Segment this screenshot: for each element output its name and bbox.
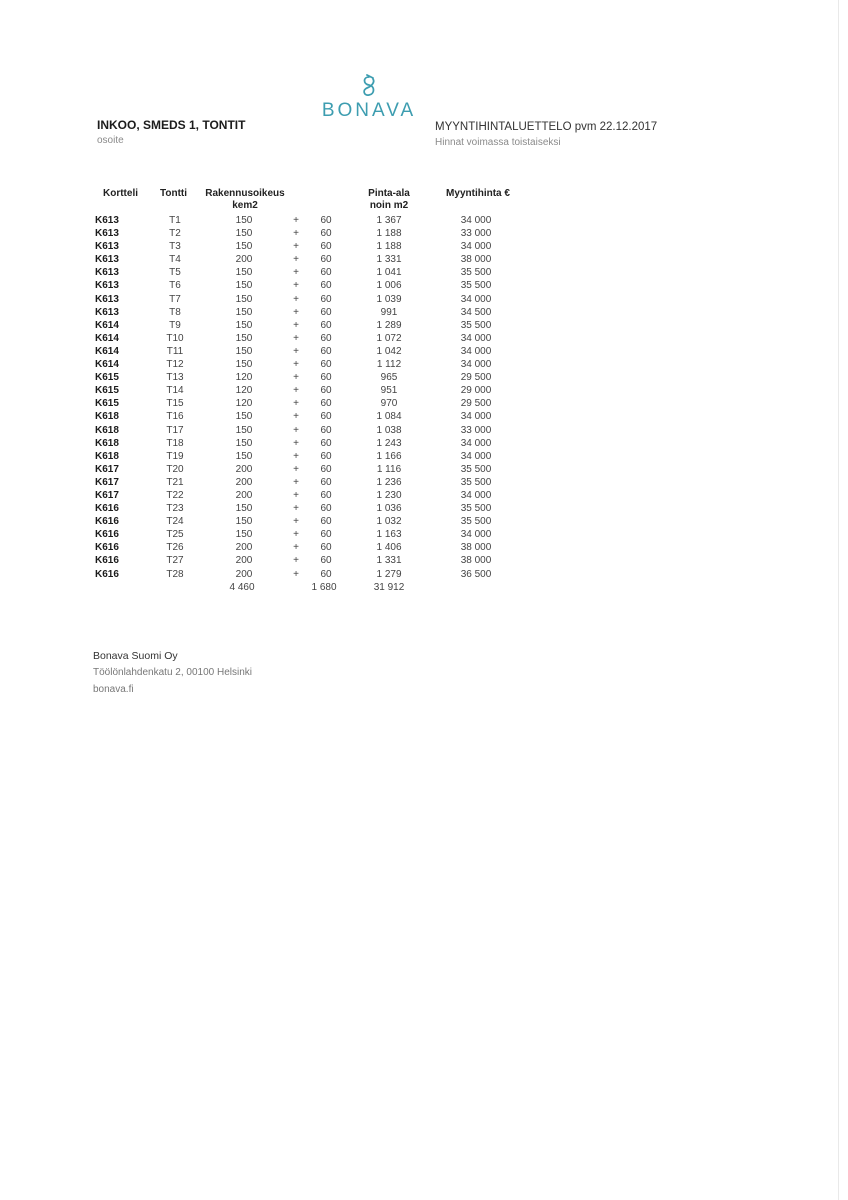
cell-kortteli: K616 (95, 503, 119, 515)
cell-kortteli: K613 (95, 280, 119, 292)
cell-kortteli: K616 (95, 516, 119, 528)
footer-company: Bonava Suomi Oy (93, 650, 178, 662)
cell-rakennusoikeus: 150 (235, 437, 253, 449)
cell-myyntihinta: 33 000 (460, 424, 492, 436)
header-rakennusoikeus (201, 188, 289, 212)
cell-extra: 60 (320, 306, 332, 318)
cell-myyntihinta: 34 000 (460, 241, 492, 253)
cell-pinta-ala: 991 (380, 306, 398, 318)
cell-tontti: T20 (166, 463, 184, 475)
cell-rakennusoikeus: 200 (235, 476, 253, 488)
cell-tontti: T25 (166, 529, 184, 541)
cell-rakennusoikeus: 150 (235, 215, 253, 226)
cell-plus: + (293, 437, 299, 449)
cell-plus: + (293, 555, 299, 567)
cell-kortteli: K614 (95, 359, 119, 371)
table-row (0, 489, 848, 502)
cell-pinta-ala: 1 084 (376, 411, 402, 423)
table-row (0, 384, 848, 397)
address-placeholder: osoite (97, 135, 124, 146)
table-row (0, 463, 848, 476)
cell-rakennusoikeus: 150 (235, 306, 253, 318)
table-row (0, 227, 848, 240)
table-row (0, 410, 848, 423)
cell-myyntihinta: 34 000 (460, 345, 492, 357)
cell-rakennusoikeus: 120 (235, 385, 253, 397)
cell-tontti: T22 (166, 489, 184, 501)
cell-tontti: T5 (169, 267, 181, 279)
cell-plus: + (293, 450, 299, 462)
cell-tontti: T4 (169, 254, 181, 266)
cell-kortteli: K613 (95, 306, 119, 318)
cell-plus: + (293, 424, 299, 436)
cell-tontti: T12 (166, 359, 184, 371)
cell-plus: + (293, 359, 299, 371)
cell-plus: + (293, 345, 299, 357)
table-row (0, 476, 848, 489)
header-pinta-ala-unit: noin m2 (369, 200, 409, 211)
cell-tontti: T21 (166, 476, 184, 488)
cell-tontti: T26 (166, 542, 184, 554)
cell-rakennusoikeus: 150 (235, 293, 253, 305)
cell-myyntihinta: 35 500 (460, 319, 492, 331)
cell-myyntihinta: 34 000 (460, 489, 492, 501)
cell-rakennusoikeus: 200 (235, 542, 253, 554)
cell-tontti: T28 (166, 568, 184, 580)
cell-extra: 60 (320, 476, 332, 488)
cell-myyntihinta: 35 500 (460, 267, 492, 279)
cell-pinta-ala: 1 289 (376, 319, 402, 331)
cell-kortteli: K618 (95, 437, 119, 449)
cell-pinta-ala: 1 041 (376, 267, 402, 279)
cell-tontti: T19 (166, 450, 184, 462)
header-rakennusoikeus-unit: kem2 (232, 200, 258, 211)
cell-extra: 60 (320, 385, 332, 397)
cell-kortteli: K613 (95, 228, 119, 240)
cell-myyntihinta: 34 000 (460, 215, 492, 226)
cell-extra: 60 (320, 332, 332, 344)
table-row (0, 437, 848, 450)
cell-rakennusoikeus: 150 (235, 503, 253, 515)
cell-extra: 60 (320, 489, 332, 501)
header-myyntihinta: Myyntihinta € (446, 188, 510, 199)
cell-kortteli: K618 (95, 450, 119, 462)
cell-myyntihinta: 35 500 (460, 280, 492, 292)
cell-extra: 60 (320, 215, 332, 226)
cell-plus: + (293, 372, 299, 384)
table-row (0, 554, 848, 567)
cell-extra: 60 (320, 437, 332, 449)
cell-plus: + (293, 319, 299, 331)
cell-rakennusoikeus: 200 (235, 254, 253, 266)
cell-kortteli: K617 (95, 489, 119, 501)
cell-kortteli: K616 (95, 555, 119, 567)
cell-pinta-ala: 951 (380, 385, 398, 397)
cell-rakennusoikeus: 150 (235, 241, 253, 253)
table-row (0, 253, 848, 266)
table-row (0, 424, 848, 437)
cell-plus: + (293, 215, 299, 226)
cell-extra: 60 (320, 568, 332, 580)
pricelist-title: MYYNTIHINTALUETTELO pvm 22.12.2017 (435, 121, 658, 133)
cell-pinta-ala: 1 236 (376, 476, 402, 488)
cell-kortteli: K618 (95, 411, 119, 423)
cell-plus: + (293, 293, 299, 305)
cell-plus: + (293, 306, 299, 318)
cell-rakennusoikeus: 150 (235, 516, 253, 528)
table-row (0, 266, 848, 279)
cell-pinta-ala: 1 331 (376, 555, 402, 567)
cell-plus: + (293, 516, 299, 528)
cell-extra: 60 (320, 359, 332, 371)
cell-pinta-ala: 1 072 (376, 332, 402, 344)
cell-myyntihinta: 34 000 (460, 411, 492, 423)
cell-kortteli: K613 (95, 241, 119, 253)
cell-kortteli: K615 (95, 398, 119, 410)
cell-tontti: T6 (169, 280, 181, 292)
cell-kortteli: K613 (95, 215, 119, 226)
cell-myyntihinta: 34 000 (460, 437, 492, 449)
cell-pinta-ala: 1 188 (376, 228, 402, 240)
cell-kortteli: K613 (95, 267, 119, 279)
cell-myyntihinta: 38 000 (460, 542, 492, 554)
cell-rakennusoikeus: 150 (235, 345, 253, 357)
cell-plus: + (293, 332, 299, 344)
cell-extra: 60 (320, 398, 332, 410)
cell-kortteli: K616 (95, 542, 119, 554)
cell-pinta-ala: 1 112 (376, 359, 402, 371)
cell-kortteli: K614 (95, 332, 119, 344)
cell-myyntihinta: 38 000 (460, 254, 492, 266)
cell-extra: 60 (320, 280, 332, 292)
cell-rakennusoikeus: 120 (235, 372, 253, 384)
cell-tontti: T14 (166, 385, 184, 397)
pricelist-validity-note: Hinnat voimassa toistaiseksi (435, 137, 561, 148)
cell-kortteli: K615 (95, 372, 119, 384)
footer-address: Töölönlahdenkatu 2, 00100 Helsinki (93, 667, 252, 678)
cell-myyntihinta: 29 500 (460, 372, 492, 384)
table-row (0, 450, 848, 463)
cell-kortteli: K613 (95, 254, 119, 266)
table-row (0, 345, 848, 358)
cell-pinta-ala: 1 116 (376, 463, 402, 475)
cell-tontti: T2 (169, 228, 181, 240)
cell-rakennusoikeus: 200 (235, 568, 253, 580)
table-row (0, 528, 848, 541)
cell-extra: 60 (320, 516, 332, 528)
cell-extra: 60 (320, 529, 332, 541)
cell-pinta-ala: 1 188 (376, 241, 402, 253)
cell-extra: 60 (320, 293, 332, 305)
cell-rakennusoikeus: 150 (235, 228, 253, 240)
cell-extra: 60 (320, 450, 332, 462)
cell-pinta-ala: 1 367 (376, 215, 402, 226)
page-edge (838, 0, 839, 1200)
cell-plus: + (293, 529, 299, 541)
cell-rakennusoikeus: 150 (235, 411, 253, 423)
cell-tontti: T10 (166, 332, 184, 344)
table-row (0, 332, 848, 345)
cell-extra: 60 (320, 319, 332, 331)
cell-rakennusoikeus: 150 (235, 267, 253, 279)
cell-tontti: T1 (169, 215, 181, 226)
cell-pinta-ala: 970 (380, 398, 398, 410)
bonava-logo (312, 74, 426, 122)
cell-tontti: T24 (166, 516, 184, 528)
table-row (0, 240, 848, 253)
cell-tontti: T11 (166, 345, 184, 357)
cell-rakennusoikeus: 150 (235, 280, 253, 292)
cell-extra: 60 (320, 372, 332, 384)
table-row (0, 279, 848, 292)
cell-tontti: T27 (166, 555, 184, 567)
table-row (0, 371, 848, 384)
cell-extra: 60 (320, 503, 332, 515)
bonava-knot-icon (358, 74, 380, 100)
table-row (0, 306, 848, 319)
cell-myyntihinta: 34 000 (460, 529, 492, 541)
cell-pinta-ala: 1 039 (376, 293, 402, 305)
cell-pinta-ala: 1 032 (376, 516, 402, 528)
cell-tontti: T18 (166, 437, 184, 449)
table-row (0, 502, 848, 515)
cell-rakennusoikeus: 200 (235, 489, 253, 501)
cell-pinta-ala: 1 166 (376, 450, 402, 462)
document-title: INKOO, SMEDS 1, TONTIT (97, 118, 246, 132)
footer-website[interactable]: bonava.fi (93, 684, 134, 695)
cell-myyntihinta: 34 500 (460, 306, 492, 318)
cell-pinta-ala: 1 163 (376, 529, 402, 541)
cell-myyntihinta: 29 000 (460, 385, 492, 397)
cell-kortteli: K617 (95, 476, 119, 488)
cell-extra: 60 (320, 411, 332, 423)
cell-extra: 60 (320, 267, 332, 279)
cell-myyntihinta: 34 000 (460, 332, 492, 344)
cell-myyntihinta: 35 500 (460, 476, 492, 488)
cell-plus: + (293, 241, 299, 253)
cell-plus: + (293, 489, 299, 501)
cell-tontti: T17 (166, 424, 184, 436)
cell-myyntihinta: 34 000 (460, 293, 492, 305)
cell-rakennusoikeus: 150 (235, 529, 253, 541)
cell-tontti: T16 (166, 411, 184, 423)
table-row (0, 358, 848, 371)
cell-extra: 60 (320, 463, 332, 475)
cell-myyntihinta: 35 500 (460, 516, 492, 528)
cell-plus: + (293, 280, 299, 292)
cell-tontti: T23 (166, 503, 184, 515)
cell-extra: 60 (320, 241, 332, 253)
cell-kortteli: K614 (95, 319, 119, 331)
cell-kortteli: K613 (95, 293, 119, 305)
cell-kortteli: K618 (95, 424, 119, 436)
cell-myyntihinta: 33 000 (460, 228, 492, 240)
cell-extra: 60 (320, 555, 332, 567)
cell-plus: + (293, 542, 299, 554)
cell-rakennusoikeus: 120 (235, 398, 253, 410)
cell-kortteli: K614 (95, 345, 119, 357)
cell-rakennusoikeus: 150 (235, 424, 253, 436)
table-row (0, 568, 848, 581)
cell-plus: + (293, 568, 299, 580)
cell-myyntihinta: 35 500 (460, 503, 492, 515)
table-row (0, 214, 848, 227)
cell-pinta-ala: 965 (380, 372, 398, 384)
header-kortteli: Kortteli (103, 188, 138, 199)
cell-rakennusoikeus: 150 (235, 359, 253, 371)
cell-extra: 60 (320, 228, 332, 240)
cell-pinta-ala: 1 006 (376, 280, 402, 292)
cell-pinta-ala: 1 243 (376, 437, 402, 449)
cell-rakennusoikeus: 150 (235, 332, 253, 344)
cell-pinta-ala: 1 406 (376, 542, 402, 554)
cell-myyntihinta: 38 000 (460, 555, 492, 567)
cell-rakennusoikeus: 150 (235, 319, 253, 331)
header-rakennusoikeus-line1: Rakennusoikeus (205, 188, 285, 199)
cell-pinta-ala: 1 279 (376, 568, 402, 580)
cell-kortteli: K616 (95, 529, 119, 541)
price-table-body (0, 214, 848, 581)
cell-tontti: T8 (169, 306, 181, 318)
cell-pinta-ala: 1 230 (376, 489, 402, 501)
cell-plus: + (293, 503, 299, 515)
cell-plus: + (293, 411, 299, 423)
cell-plus: + (293, 398, 299, 410)
table-row (0, 319, 848, 332)
table-row (0, 293, 848, 306)
total-pinta-ala: 31 912 (373, 582, 405, 593)
header-pinta-ala (358, 188, 420, 212)
cell-tontti: T13 (166, 372, 184, 384)
cell-extra: 60 (320, 542, 332, 554)
cell-myyntihinta: 34 000 (460, 450, 492, 462)
cell-pinta-ala: 1 042 (376, 345, 402, 357)
cell-rakennusoikeus: 200 (235, 555, 253, 567)
cell-plus: + (293, 385, 299, 397)
cell-myyntihinta: 29 500 (460, 398, 492, 410)
cell-kortteli: K615 (95, 385, 119, 397)
cell-plus: + (293, 228, 299, 240)
table-row (0, 515, 848, 528)
header-tontti: Tontti (160, 188, 188, 199)
total-rakennusoikeus: 4 460 (229, 582, 255, 593)
total-extra: 1 680 (311, 582, 337, 593)
cell-rakennusoikeus: 200 (235, 463, 253, 475)
cell-extra: 60 (320, 254, 332, 266)
cell-myyntihinta: 36 500 (460, 568, 492, 580)
cell-myyntihinta: 35 500 (460, 463, 492, 475)
cell-pinta-ala: 1 331 (376, 254, 402, 266)
cell-extra: 60 (320, 424, 332, 436)
cell-tontti: T9 (169, 319, 181, 331)
cell-plus: + (293, 267, 299, 279)
cell-rakennusoikeus: 150 (235, 450, 253, 462)
cell-tontti: T3 (169, 241, 181, 253)
cell-myyntihinta: 34 000 (460, 359, 492, 371)
cell-pinta-ala: 1 036 (376, 503, 402, 515)
cell-pinta-ala: 1 038 (376, 424, 402, 436)
cell-kortteli: K616 (95, 568, 119, 580)
cell-plus: + (293, 254, 299, 266)
cell-plus: + (293, 476, 299, 488)
cell-tontti: T7 (169, 293, 181, 305)
logo-wordmark: BONAVA (321, 100, 417, 121)
header-pinta-ala-line1: Pinta-ala (368, 188, 410, 199)
table-row (0, 541, 848, 554)
cell-plus: + (293, 463, 299, 475)
table-row (0, 397, 848, 410)
cell-kortteli: K617 (95, 463, 119, 475)
cell-tontti: T15 (166, 398, 184, 410)
cell-extra: 60 (320, 345, 332, 357)
